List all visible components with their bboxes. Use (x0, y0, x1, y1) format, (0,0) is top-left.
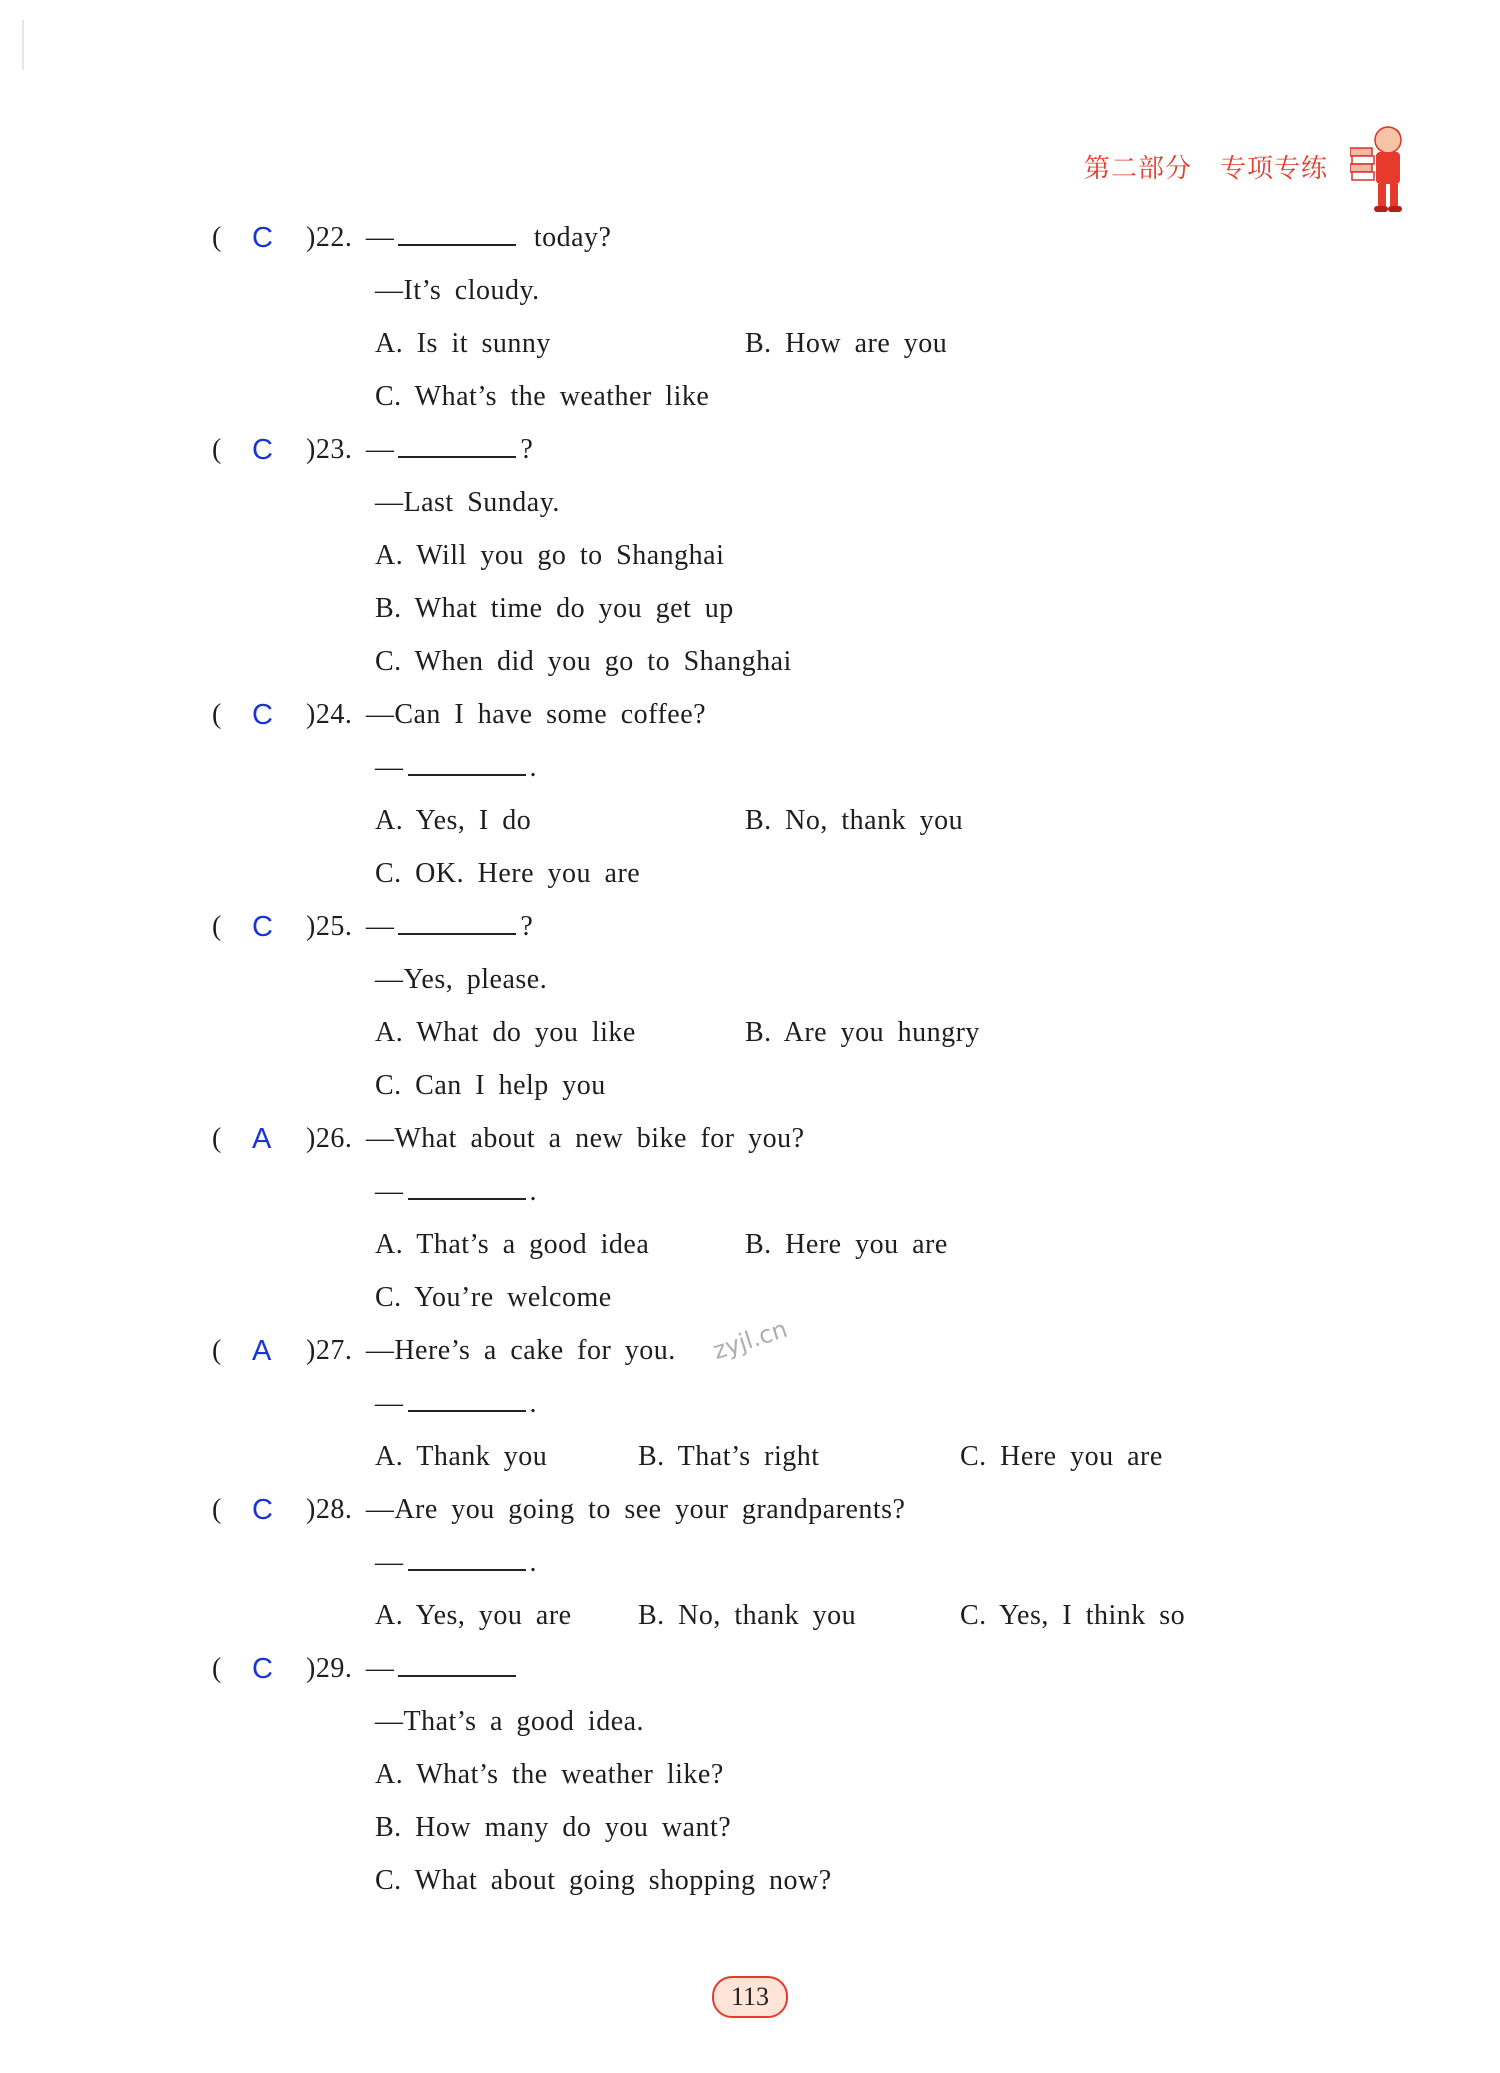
reply-tail: . (529, 1176, 537, 1207)
question-number: )29. (306, 1653, 353, 1684)
answer-paren: ( (212, 1123, 222, 1154)
option-b: B. No, thank you (745, 805, 964, 836)
option-a: A. What’s the weather like? (375, 1759, 724, 1790)
answer-paren: ( (212, 699, 222, 730)
reply-line: —It’s cloudy. (375, 275, 540, 306)
question-prompt (306, 1335, 676, 1367)
section-label: 专项专练 (1219, 154, 1328, 184)
answer-letter: C (252, 1653, 273, 1685)
answer-paren: ( (212, 911, 222, 942)
watermark: zyjl.cn (709, 1314, 791, 1366)
option-c: C. What’s the weather like (375, 381, 710, 412)
part-label: 第二部分 (1083, 154, 1192, 184)
prompt-text: —Can I have some coffee? (365, 699, 707, 730)
option-a: A. Will you go to Shanghai (375, 540, 725, 571)
question-prompt (306, 434, 533, 466)
question-number: )25. (306, 911, 353, 942)
option-c: C. Can I help you (375, 1070, 606, 1101)
dash: — (375, 1176, 404, 1207)
page-number: 113 (730, 1982, 770, 2011)
answer-paren: ( (212, 1494, 222, 1525)
reply-line: —Last Sunday. (375, 487, 560, 518)
answer-blank (398, 226, 516, 246)
boy-with-books-icon (1350, 118, 1410, 216)
option-a: A. Is it sunny (375, 328, 551, 359)
page-number-badge (712, 1976, 788, 2018)
answer-blank (398, 1657, 516, 1677)
dash: — (365, 911, 395, 942)
option-a: A. Yes, you are (375, 1600, 572, 1631)
option-a: A. Yes, I do (375, 805, 532, 836)
question-prompt (306, 222, 611, 254)
question-number: )22. (306, 222, 353, 253)
option-b: B. How are you (745, 328, 948, 359)
answer-blank (408, 1392, 526, 1412)
reply-tail: . (529, 1388, 537, 1419)
answer-letter: C (252, 434, 273, 466)
answer-paren: ( (212, 222, 222, 253)
answer-blank (408, 1180, 526, 1200)
answer-letter: C (252, 1494, 273, 1526)
reply-line (375, 1547, 537, 1579)
option-b: B. How many do you want? (375, 1812, 732, 1843)
question-prompt (306, 699, 706, 731)
answer-blank (398, 915, 516, 935)
option-c: C. You’re welcome (375, 1282, 612, 1313)
answer-blank (398, 438, 516, 458)
dash: — (365, 1653, 395, 1684)
page-header (1084, 148, 1328, 185)
option-c: C. When did you go to Shanghai (375, 646, 792, 677)
prompt-tail: ? (520, 911, 534, 942)
reply-line: —That’s a good idea. (375, 1706, 645, 1737)
question-number: )26. (306, 1123, 353, 1154)
dash: — (365, 222, 395, 253)
question-number: )24. (306, 699, 353, 730)
answer-blank (408, 1551, 526, 1571)
prompt-tail: today? (533, 222, 612, 253)
dash: — (375, 752, 404, 783)
dash: — (375, 1388, 404, 1419)
question-prompt (306, 1123, 805, 1155)
reply-tail: . (529, 1547, 537, 1578)
reply-tail: . (529, 752, 537, 783)
section-title (1084, 148, 1328, 185)
question-number: )28. (306, 1494, 353, 1525)
question-prompt (306, 1494, 905, 1526)
option-b: B. What time do you get up (375, 593, 734, 624)
answer-letter: A (252, 1335, 272, 1367)
reply-line: —Yes, please. (375, 964, 548, 995)
answer-paren: ( (212, 434, 222, 465)
option-c: C. Here you are (960, 1441, 1163, 1472)
prompt-text: —What about a new bike for you? (365, 1123, 805, 1154)
option-b: B. That’s right (638, 1441, 820, 1472)
option-c: C. What about going shopping now? (375, 1865, 832, 1896)
answer-paren: ( (212, 1653, 222, 1684)
option-a: A. That’s a good idea (375, 1229, 650, 1260)
answer-blank (408, 756, 526, 776)
option-c: C. Yes, I think so (960, 1600, 1186, 1631)
option-c: C. OK. Here you are (375, 858, 641, 889)
option-b: B. Are you hungry (745, 1017, 980, 1048)
prompt-text: —Here’s a cake for you. (365, 1335, 676, 1366)
answer-paren: ( (212, 1335, 222, 1366)
question-number: )27. (306, 1335, 353, 1366)
option-a: A. What do you like (375, 1017, 636, 1048)
dash: — (365, 434, 395, 465)
reply-line (375, 1388, 537, 1420)
answer-letter: C (252, 699, 273, 731)
option-a: A. Thank you (375, 1441, 548, 1472)
reply-line (375, 752, 537, 784)
prompt-text: —Are you going to see your grandparents? (365, 1494, 906, 1525)
answer-letter: C (252, 222, 273, 254)
dash: — (375, 1547, 404, 1578)
answer-letter: A (252, 1123, 272, 1155)
scan-edge-line (22, 20, 24, 70)
answer-letter: C (252, 911, 273, 943)
reply-line (375, 1176, 537, 1208)
prompt-tail: ? (520, 434, 534, 465)
question-prompt (306, 1653, 520, 1685)
option-b: B. Here you are (745, 1229, 948, 1260)
question-prompt (306, 911, 533, 943)
question-number: )23. (306, 434, 353, 465)
option-b: B. No, thank you (638, 1600, 857, 1631)
